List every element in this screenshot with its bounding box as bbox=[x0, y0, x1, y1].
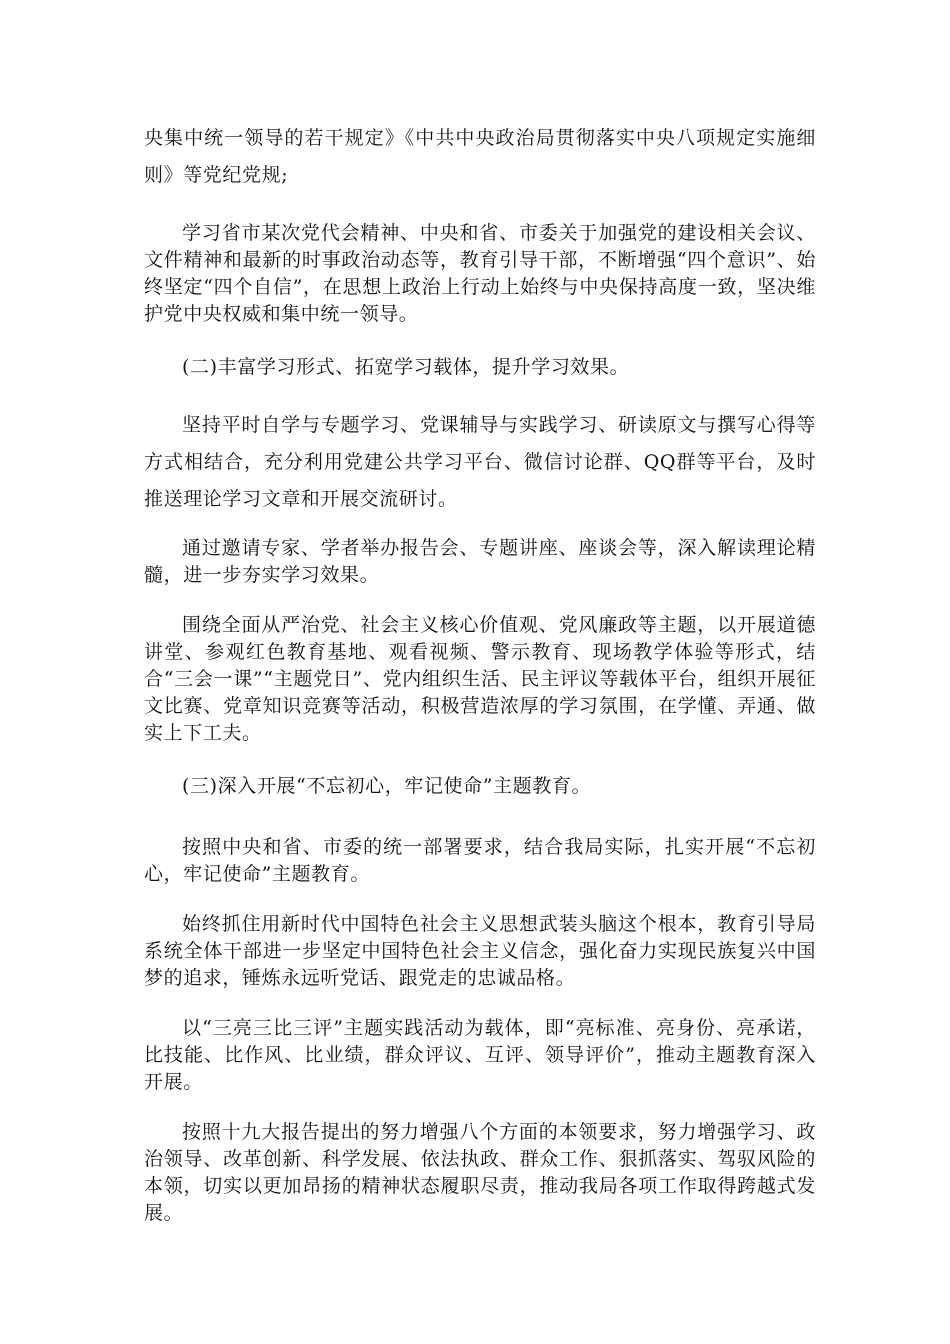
paragraph-study-methods: 坚持平时自学与专题学习、党课辅导与实践学习、研读原文与撰写心得等方式相结合，充分利用党建公共学习平台、微信讨论群、QQ群等平台，及时推送理论学习文章和开展交流研讨。 bbox=[144, 414, 816, 510]
paragraph-expert-lectures: 通过邀请专家、学者举办报告会、专题讲座、座谈会等，深入解读理论精髓，进一步夯实学习效果。 bbox=[144, 537, 816, 586]
paragraph-eight-capabilities: 按照十九大报告提出的努力增强八个方面的本领要求，努力增强学习、政治领导、改革创新、科学发展、依法执政、群众工作、狠抓落实、驾驭风险的本领，切实以更加昂扬的精神状态履职尽责，推动我局各项工作取得跨越式发展。 bbox=[144, 1121, 816, 1224]
paragraph-ideological-arming: 始终抓住用新时代中国特色社会主义思想武装头脑这个根本，教育引导局系统全体干部进一步坚定中国特色社会主义信念，强化奋力实现民族复兴中国梦的追求，锤炼永远听党话、跟党走的忠诚品格。 bbox=[144, 913, 816, 989]
document-page bbox=[144, 120, 816, 1227]
paragraph-three-three-three: 以“三亮三比三评”主题实践活动为载体，即“亮标准、亮身份、亮承诺，比技能、比作风、比业绩，群众评议、互评、领导评价”，推动主题教育深入开展。 bbox=[144, 1017, 816, 1093]
section-heading-2: (二)丰富学习形式、拓宽学习载体，提升学习效果。 bbox=[182, 356, 630, 378]
section-heading-3: (三)深入开展“不忘初心，牢记使命”主题教育。 bbox=[182, 775, 592, 797]
paragraph-party-regulations: 央集中统一领导的若干规定》《中共中央政治局贯彻落实中央八项规定实施细则》等党纪党规; bbox=[144, 127, 816, 186]
paragraph-study-congress-spirit: 学习省市某次党代会精神、中央和省、市委关于加强党的建设相关会议、文件精神和最新的时事政治动态等，教育引导干部，不断增强“四个意识”、始终坚定“四个自信”，在思想上政治上行动上始终与中央保持高度一致，坚决维护党中央权威和集中统一领导。 bbox=[144, 222, 816, 325]
paragraph-themed-activities: 围绕全面从严治党、社会主义核心价值观、党风廉政等主题，以开展道德讲堂、参观红色教育基地、观看视频、警示教育、现场教学体验等形式，结合“三会一课”“主题党日”、党内组织生活、民主评议等载体平台，组织开展征文比赛、党章知识竞赛等活动，积极营造浓厚的学习氛围，在学懂、弄通、做实上下工夫。 bbox=[144, 614, 816, 744]
paragraph-deployment-requirements: 按照中央和省、市委的统一部署要求，结合我局实际，扎实开展“不忘初心，牢记使命”主题教育。 bbox=[144, 836, 816, 885]
